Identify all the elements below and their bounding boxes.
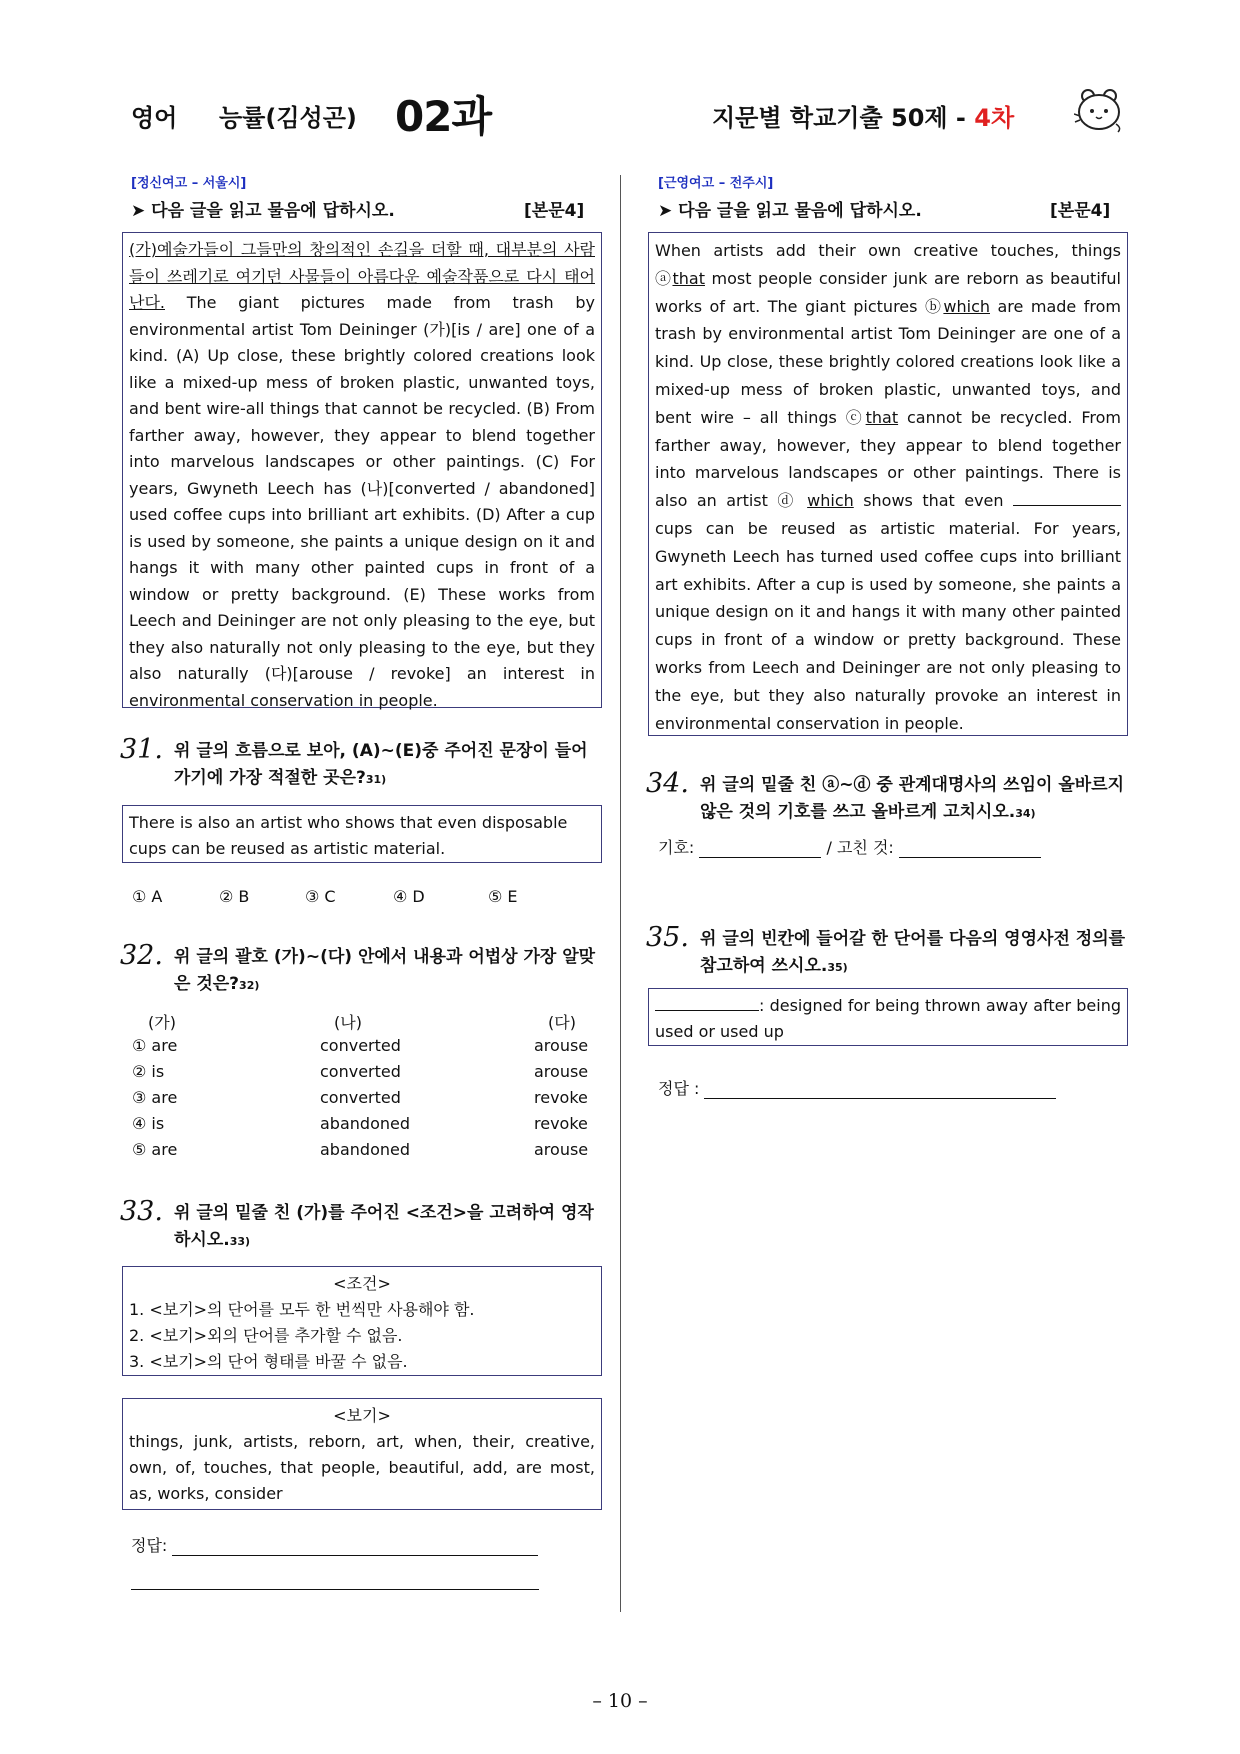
q34-text-body: 위 글의 밑줄 친 ⓐ~ⓓ 중 관계대명사의 쓰임이 올바르지 않은 것의 기호를 쓰고 올바르게 고치시오. [700,775,1125,822]
q32-text-body: 위 글의 괄호 (가)~(다) 안에서 내용과 어법상 가장 알맞은 것은? [174,947,596,994]
right-school-label: [근영여고 – 전주시] [658,176,774,191]
q32-cell: ② is [132,1062,165,1081]
q35-answer-label: 정답 : [658,1079,700,1098]
series-title [712,98,1014,133]
conditions-title: <조건> [333,1274,391,1293]
passage-segment: most people consider junk are reborn as beautiful works of art. The giant pictures ⓑ [655,268,1121,316]
q31-option-5[interactable]: ⑤ E [488,887,518,906]
right-passage [648,232,1128,736]
q33-number: 33. [120,1196,163,1227]
q33-answer-row [131,1533,538,1556]
q33-text [174,1200,602,1255]
condition-3: 3. <보기>의 단어 형태를 바꿀 수 없음. [129,1352,408,1371]
q32-cell: ① are [132,1036,178,1055]
q35-definition-box [648,988,1128,1046]
q32-cell: converted [320,1062,401,1081]
q32-cell: ⑤ are [132,1140,178,1159]
q32-footnote: 32) [239,979,260,992]
passage-blank[interactable] [1013,491,1121,506]
underline-b: which [943,296,990,316]
q34-footnote: 34) [1015,807,1036,820]
q34-text [700,772,1128,827]
bear-mascot-icon [1074,84,1126,136]
underline-a: that [672,268,705,288]
q32-cell: ③ are [132,1088,178,1107]
underline-d: which [807,491,854,511]
q35-number: 35. [646,922,689,953]
left-bonmun-tag: [본문4] [524,201,585,221]
condition-2: 2. <보기>외의 단어를 추가할 수 없음. [129,1326,403,1345]
q32-text [174,944,602,999]
q32-number: 32. [120,940,163,971]
passage-segment: shows that even [853,491,1013,511]
round-label: 4차 [974,104,1015,132]
q32-cell: converted [320,1036,401,1055]
q34-number: 34. [646,768,689,799]
q32-row-2[interactable] [132,1062,602,1088]
q32-header-ga: (가) [148,1013,176,1032]
left-instruction: ➤ 다음 글을 읽고 물음에 답하시오. [131,201,395,221]
q33-text-body: 위 글의 밑줄 친 (가)를 주어진 <조건>을 고려하여 영작하시오. [174,1203,594,1250]
page-number: – 10 – [592,1690,648,1712]
q32-cell: arouse [534,1062,589,1081]
q35-definition-blank[interactable] [655,996,759,1011]
q31-option-3[interactable]: ③ C [305,887,336,906]
q32-cell: revoke [534,1114,588,1133]
q32-row-4[interactable] [132,1114,602,1140]
q32-cell: abandoned [320,1114,410,1133]
q33-answer-label: 정답: [131,1536,168,1555]
q32-choice-table [132,1010,602,1166]
q31-option-1[interactable]: ① A [132,887,163,906]
bogi-words: things, junk, artists, reborn, art, when, their, creative, own, of, touches, that people, beautiful, add, are most, as, works, consider [129,1432,595,1503]
q32-cell: ④ is [132,1114,165,1133]
q31-text [174,738,602,793]
q33-answer-line-2[interactable] [131,1589,539,1590]
q32-row-1[interactable] [132,1036,602,1062]
subject-title: 영어 [131,104,178,132]
q32-cell: abandoned [320,1140,410,1159]
passage-segment: cups can be reused as artistic material. For years, Gwyneth Leech has turned used coffee cups into brilliant art exhibits. After a cup is used by someone, she paints a unique design on it and hangs it with many other painted cups in front of a window or pretty background. These works from Leech and Deininger are not only pleasing to the eye, but they also naturally provoke an interest in environmental conservation in people. [655,518,1121,733]
publisher-title: 능률(김성곤) [219,104,357,132]
column-divider [620,175,621,1612]
q35-text [700,926,1128,981]
q31-option-4[interactable]: ④ D [393,887,425,906]
q35-text-body: 위 글의 빈칸에 들어갈 한 단어를 다음의 영영사전 정의를 참고하여 쓰시오. [700,929,1126,976]
q32-table-header [132,1010,602,1036]
q33-conditions-box [122,1266,602,1376]
lesson-title: 02과 [395,92,492,141]
passage-segment: are made from trash by environmental artist Tom Deininger are one of a kind. Up close, these brightly colored creations look like a mixed-up mess of broken plastic, unwanted toys, and bent wire – all things ⓒ [655,296,1121,427]
q31-option-2[interactable]: ② B [219,887,250,906]
q32-header-na: (나) [334,1013,362,1032]
q32-cell: arouse [534,1140,589,1159]
q31-footnote: 31) [365,773,387,786]
q34-symbol-label: 기호: [658,838,695,857]
q32-cell: arouse [534,1036,589,1055]
q34-symbol-input[interactable] [699,843,821,858]
q35-definition-text: : designed for being thrown away after being used or used up [655,996,1121,1041]
q34-correction-label: / 고친 것: [826,838,894,857]
passage-segment: When artists add their own creative touches, things ⓐ [655,241,1121,288]
right-bonmun-tag: [본문4] [1050,201,1111,221]
series-prefix: 지문별 학교기출 50제 - [712,104,975,132]
q32-cell: revoke [534,1088,588,1107]
q32-row-5[interactable] [132,1140,602,1166]
left-passage [122,232,602,708]
q31-options [132,887,518,906]
condition-1: 1. <보기>의 단어를 모두 한 번씩만 사용해야 함. [129,1300,475,1319]
q34-correction-input[interactable] [899,843,1041,858]
passage-rest: The giant pictures made from trash by environmental artist Tom Deininger (가)[is / are] one of a kind. (A) Up close, these brightly colored creations look like a mixed-up mess of broken plastic, unwanted toys, and bent wire-all things that cannot be recycled. (B) From farther away, however, they appear to blend together into marvelous landscapes or other paintings. (C) For years, Gwyneth Leech has (나)[converted / abandoned] used coffee cups into brilliant art exhibits. (D) After a cup is used by someone, she paints a unique design on it and hangs it with many other painted cups in front of a window or pretty background. (E) These works from Leech and Deininger are not only pleasing to the eye, but they also naturally not only pleasing to the eye, but they also naturally (다)[arouse / revoke] an interest in environmental conservation in people. [129,293,595,710]
bogi-title: <보기> [333,1406,391,1425]
q32-cell: converted [320,1088,401,1107]
q31-given-sentence-box: There is also an artist who shows that even disposable cups can be reused as artistic material. [122,805,602,863]
right-instruction: ➤ 다음 글을 읽고 물음에 답하시오. [658,201,922,221]
q33-footnote: 33) [229,1235,251,1248]
q31-number: 31. [120,734,163,765]
q32-header-da: (다) [548,1013,576,1032]
q35-footnote: 35) [827,961,848,974]
q31-text-body: 위 글의 흐름으로 보아, (A)~(E)중 주어진 문장이 들어가기에 가장 적절한 곳은? [174,741,588,788]
left-school-label: [정신여고 – 서울시] [131,176,247,191]
underline-c: that [865,407,899,427]
q33-bogi-box [122,1398,602,1510]
passage-underlined-ga: (가)예술가들이 그들만의 창의적인 손길을 더할 때, 대부분의 사람들이 쓰레기로 여기던 사물들이 아름다운 예술작품으로 다시 태어난다. [129,240,595,312]
q33-answer-line-1[interactable] [172,1541,538,1556]
q32-row-3[interactable] [132,1088,602,1114]
q34-answer-row [658,835,1041,858]
q35-answer-row [658,1076,1056,1099]
passage-segment: cannot be recycled. From farther away, however, they appear to blend together into marvelous landscapes or other paintings. There is also an artist ⓓ [655,407,1121,511]
q35-answer-line[interactable] [704,1084,1056,1099]
